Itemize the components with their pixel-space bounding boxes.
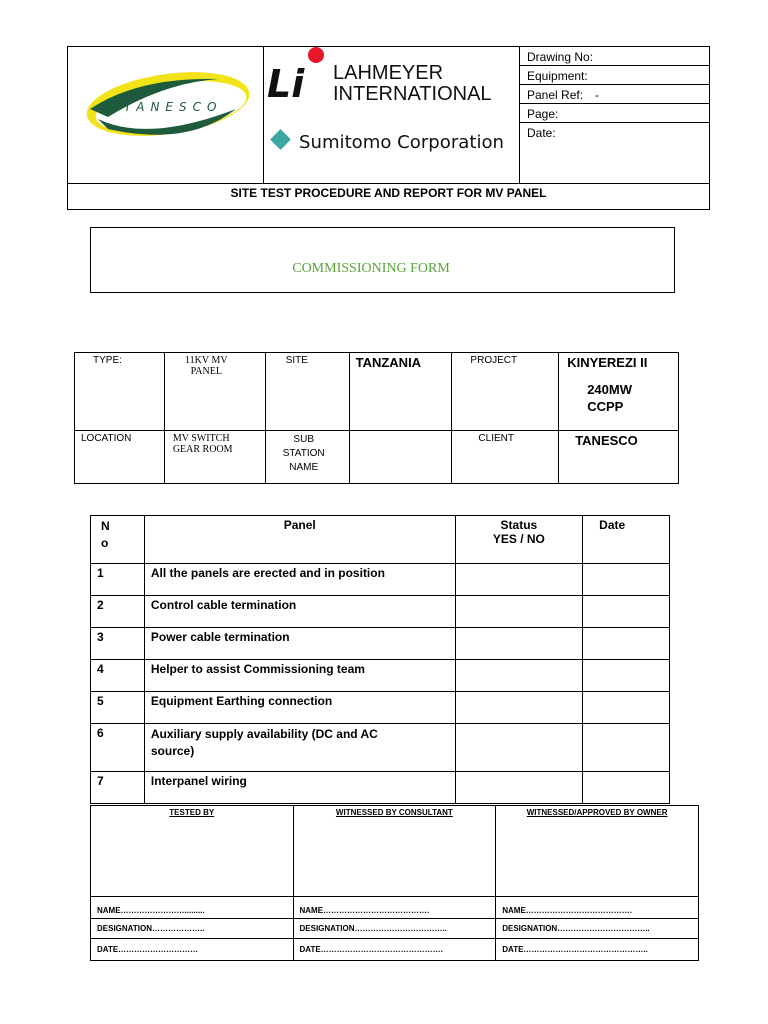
name-field-3[interactable] [496,897,699,919]
substation-label: SUB STATION NAME [282,434,325,473]
date-header: Date [599,518,626,532]
date-line-1: DATE………………………… [97,945,199,954]
lahmeyer-name-line1: LAHMEYER [333,62,444,84]
row-number-text: 6 [97,726,104,740]
date-field-2[interactable] [293,939,496,961]
project-name: KINYEREZI II [567,355,648,370]
document-title: SITE TEST PROCEDURE AND REPORT FOR MV PANEL [230,186,547,200]
date-line-3: DATE……………………………………….. [502,945,648,954]
date-cell[interactable] [583,772,670,804]
project-info-table [74,352,679,484]
partners-logo-cell [264,47,520,184]
designation-field-1[interactable] [91,919,294,939]
designation-line-3: DESIGNATION…………………………….. [502,924,650,933]
table-row [91,724,670,772]
type-value-cell [164,353,265,431]
no-header-cell [91,516,145,564]
table-row [91,692,670,724]
row-item [144,692,455,724]
row-item [144,772,455,804]
row-number [91,724,145,772]
equipment-row [520,66,710,85]
site-label-cell [265,353,349,431]
panel-ref-value: - [595,88,600,102]
table-row [91,772,670,804]
drawing-no-label: Drawing No: [527,50,594,64]
type-label-cell [75,353,165,431]
no-header: N o [101,519,110,550]
checklist-header-row [91,516,670,564]
date-cell[interactable] [583,724,670,772]
lahmeyer-name-line2: INTERNATIONAL [333,83,492,105]
status-cell[interactable] [455,724,583,772]
signature-table [90,805,699,961]
project-label-cell [452,353,559,431]
lahmeyer-mark: Li [267,62,305,106]
site-value-cell [349,353,452,431]
table-row [91,596,670,628]
table-row [91,564,670,596]
status-cell[interactable] [455,564,583,596]
name-line-2: NAME…………………………………. [299,906,430,915]
designation-line-2: DESIGNATION…………………………….. [299,924,447,933]
client-label: CLIENT [478,433,514,444]
row-item-text: Power cable termination [150,630,290,644]
client-value-cell [559,431,679,484]
sumitomo-logo [264,125,520,165]
location-value: MV SWITCH GEAR ROOM [172,433,233,455]
row-item-text: Interpanel wiring [150,774,247,788]
client-label-cell [452,431,559,484]
status-cell[interactable] [455,692,583,724]
row-number [91,660,145,692]
project-label: PROJECT [470,355,518,366]
project-capacity: 240MW [587,382,632,397]
tanesco-wordmark: TANESCO [124,100,223,114]
row-item-text: Helper to assist Commissioning team [150,662,365,676]
tested-by-label: TESTED BY [169,808,215,817]
date-line-2: DATE………………………………………. [299,945,443,954]
sumitomo-wordmark: Sumitomo Corporation [299,132,504,153]
date-field-3[interactable] [496,939,699,961]
row-number [91,564,145,596]
row-number [91,692,145,724]
row-number [91,628,145,660]
witnessed-consultant-label: WITNESSED BY CONSULTANT [335,808,453,817]
page-label: Page: [527,107,559,121]
designation-field-2[interactable] [293,919,496,939]
status-cell[interactable] [455,660,583,692]
type-label: TYPE: [93,355,122,366]
site-label: SITE [285,355,308,366]
witnessed-owner-cell [496,806,699,897]
name-line-3: NAME…………………………………. [502,906,633,915]
type-value: 11KV MV PANEL [185,355,228,377]
row-item [144,724,455,772]
site-value: TANZANIA [355,355,422,370]
panel-ref-row [520,85,710,104]
tanesco-logo-cell [68,47,264,184]
project-value-cell [559,353,679,431]
location-label-cell [75,431,165,484]
designation-line-1: DESIGNATION……………….. [97,924,205,933]
row-number-text: 1 [97,566,104,580]
witnessed-owner-label: WITNESSED/APPROVED BY OWNER [526,808,668,817]
date-field-1[interactable] [91,939,294,961]
status-options-header: YES / NO [492,532,545,546]
date-label: Date: [527,126,556,140]
row-item-text: Auxiliary supply availability (DC and AC source) [150,727,378,758]
tanesco-logo [68,47,264,184]
commissioning-checklist [90,515,670,804]
row-number [91,596,145,628]
witnessed-consultant-cell [293,806,496,897]
form-title-box [90,227,675,293]
location-label: LOCATION [81,433,132,444]
date-cell[interactable] [583,628,670,660]
row-number-text: 7 [97,774,104,788]
name-line-1: NAME……………………......... [97,906,205,915]
row-number [91,772,145,804]
status-cell[interactable] [455,772,583,804]
equipment-label: Equipment: [527,69,588,83]
name-field-2[interactable] [293,897,496,919]
row-number-text: 4 [97,662,104,676]
date-row [520,123,710,142]
date-cell[interactable] [583,564,670,596]
substation-value-cell [349,431,452,484]
row-item-text: Equipment Earthing connection [150,694,333,708]
client-value: TANESCO [575,433,638,448]
panel-header-cell [144,516,455,564]
row-item [144,628,455,660]
project-plant-type: CCPP [587,399,624,414]
table-row [91,628,670,660]
header-divider [68,183,709,184]
row-item [144,564,455,596]
row-number-text: 5 [97,694,104,708]
row-item [144,660,455,692]
designation-field-3[interactable] [496,919,699,939]
panel-header: Panel [283,518,316,532]
location-value-cell [164,431,265,484]
substation-label-cell [265,431,349,484]
date-cell[interactable] [583,596,670,628]
panel-ref-label: Panel Ref: [527,88,584,102]
drawing-no-row [520,47,710,66]
row-number-text: 2 [97,598,104,612]
date-header-cell [583,516,670,564]
row-number-text: 3 [97,630,104,644]
name-field-1[interactable] [91,897,294,919]
form-title: COMMISSIONING FORM [292,261,450,276]
row-item-text: Control cable termination [150,598,297,612]
status-header-cell [455,516,583,564]
page-row [520,104,710,123]
status-cell[interactable] [455,628,583,660]
status-cell[interactable] [455,596,583,628]
sumitomo-diamond-icon [270,129,291,150]
table-row [91,660,670,692]
row-item-text: All the panels are erected and in position [150,566,385,580]
row-item [144,596,455,628]
date-cell[interactable] [583,692,670,724]
lahmeyer-logo [264,47,520,117]
date-cell[interactable] [583,660,670,692]
tested-by-cell [91,806,294,897]
status-header: Status [500,518,538,532]
